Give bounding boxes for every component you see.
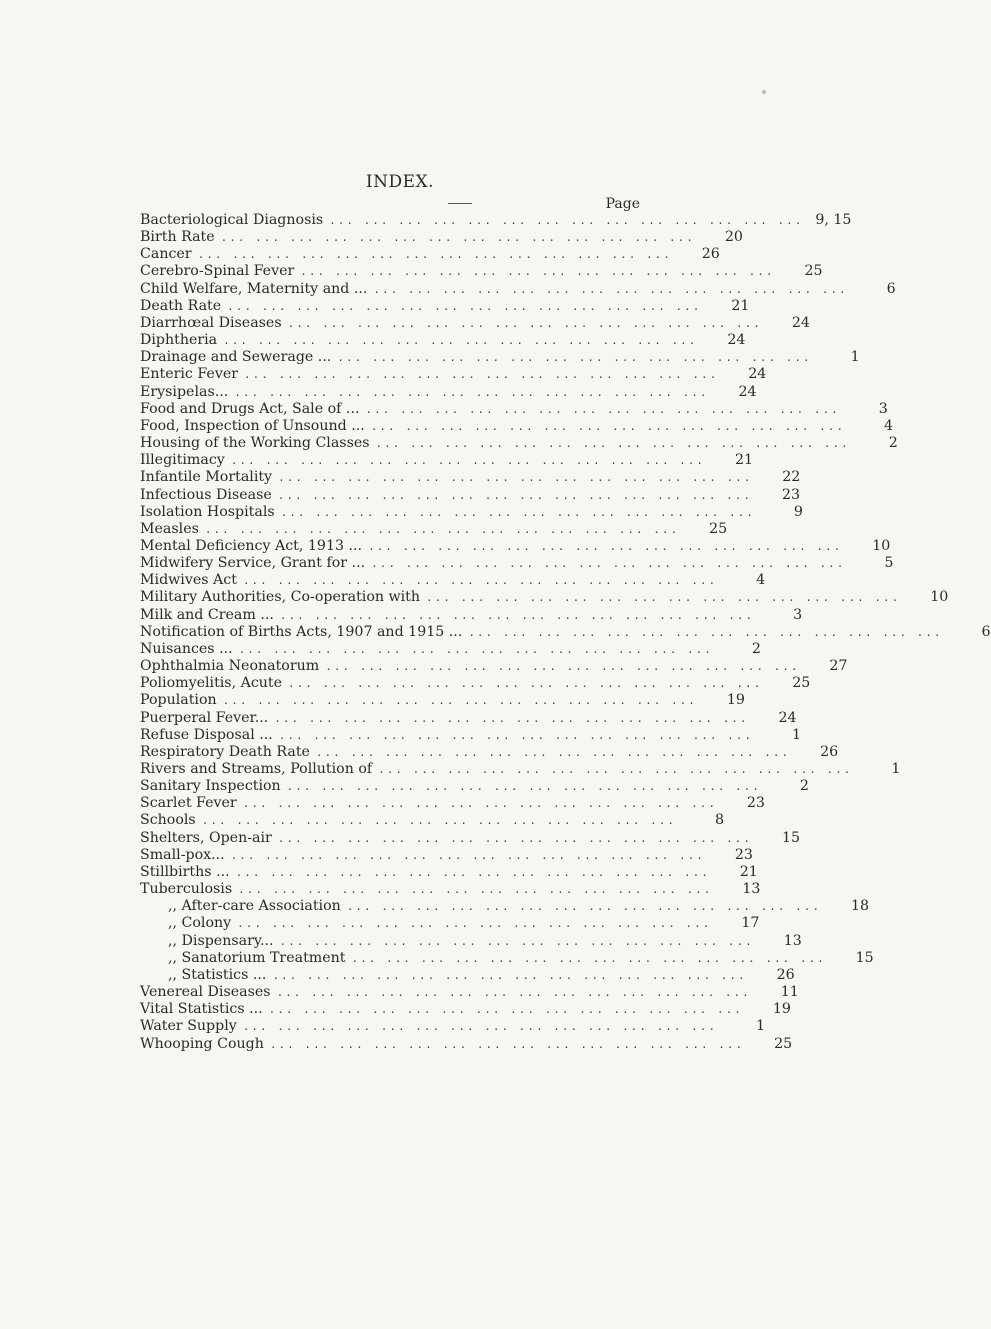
entry-label: Puerperal Fever... [140, 709, 269, 726]
entry-label: ,, Sanatorium Treatment [168, 949, 346, 966]
entry-label: Poliomyelitis, Acute [140, 675, 283, 692]
leader-dots: ... ... ... ... ... ... ... ... ... ... ... ... ... ... [276, 986, 751, 1000]
entry-label: ,, After-care Association [168, 898, 341, 915]
entry-page-number: 13 [742, 881, 761, 898]
leader-dots: ... ... ... ... ... ... ... ... ... ... ... ... ... ... [337, 351, 812, 365]
entry-label: Schools [140, 812, 196, 829]
entry-page-number: 11 [780, 984, 799, 1001]
index-entry [140, 400, 888, 418]
index-entry [140, 761, 901, 778]
index-entry [140, 332, 746, 349]
entry-page-number: 19 [726, 692, 745, 709]
index-entry [140, 658, 848, 675]
entry-label: Death Rate [140, 297, 222, 314]
entry-page-number: 3 [878, 400, 888, 417]
entry-label: Nuisances ... [140, 640, 233, 657]
entry-label: Military Authorities, Co-operation with [140, 589, 421, 606]
index-entry [140, 435, 898, 452]
entry-label: Refuse Disposal ... [140, 726, 273, 743]
entry-label: Isolation Hospitals [140, 503, 275, 520]
index-entry [140, 520, 728, 538]
entry-label: Water Supply [140, 1018, 237, 1035]
entry-page-number: 4 [756, 572, 766, 589]
index-entry [140, 863, 758, 881]
entry-page-number: 15 [781, 829, 801, 846]
index-entry [140, 812, 724, 829]
leader-dots: ... ... ... ... ... ... ... ... ... ... ... ... ... ... [235, 865, 710, 879]
leader-dots: ... ... ... ... ... ... ... ... ... ... ... ... ... ... [238, 883, 713, 897]
index-entry [140, 212, 852, 229]
leader-dots: ... ... ... ... ... ... ... ... ... ... ... ... ... ... [287, 316, 762, 330]
leader-dots: ... ... ... ... ... ... ... ... ... ... ... ... ... ... [278, 471, 753, 485]
leader-dots: ... ... ... ... ... ... ... ... ... ... ... ... ... ... [426, 591, 901, 605]
entry-label: Milk and Cream ... [140, 606, 274, 623]
entry-page-number: 2 [888, 435, 898, 452]
index-entry [140, 675, 811, 692]
entry-label: Midwives Act [140, 572, 237, 589]
index-entry [140, 966, 795, 984]
entry-label: Notification of Births Acts, 1907 and 1915 ... [140, 623, 463, 640]
entry-label: Erysipelas... [140, 383, 229, 400]
index-entry [140, 469, 801, 486]
entry-label: Scarlet Fever [140, 795, 237, 812]
index-entry [140, 417, 893, 435]
index-entry [140, 572, 766, 589]
title-rule [448, 203, 472, 204]
entry-page-number: 1 [792, 726, 802, 743]
entry-label: Venereal Diseases [140, 984, 271, 1001]
leader-dots: ... ... ... ... ... ... ... ... ... ... ... ... ... ... [242, 797, 717, 811]
index-entry [140, 1018, 766, 1035]
entry-page-number: 21 [735, 452, 754, 469]
entry-label: Enteric Fever [140, 366, 239, 383]
entry-page-number: 21 [739, 863, 758, 880]
leader-dots: ... ... ... ... ... ... ... ... ... ... ... ... ... ... [242, 574, 718, 588]
leader-dots: ... ... ... ... ... ... ... ... ... ... ... ... ... ... [277, 831, 753, 845]
leader-dots: ... ... ... ... ... ... ... ... ... ... ... ... ... ... [278, 728, 754, 742]
entry-label: ,, Colony [168, 915, 232, 932]
entry-page-number: 22 [782, 469, 801, 486]
entry-page-number: 15 [855, 949, 874, 966]
entry-label: Infectious Disease [140, 486, 272, 503]
entry-label: ,, Dispensary... [168, 932, 274, 949]
entry-label: Shelters, Open-air [140, 829, 272, 846]
index-entry [140, 297, 750, 315]
leader-dots: ... ... ... ... ... ... ... ... ... ... ... ... ... ... [272, 968, 747, 982]
index-entry [140, 709, 797, 727]
entry-page-number: 8 [714, 812, 724, 829]
leader-dots: ... ... ... ... ... ... ... ... ... ... ... ... ... ... [242, 1020, 718, 1034]
page-column-header: Page [605, 196, 640, 212]
leader-dots: ... ... ... ... ... ... ... ... ... ... ... ... ... ... [288, 677, 763, 691]
entry-label: Vital Statistics ... [140, 1001, 263, 1018]
leader-dots: ... ... ... ... ... ... ... ... ... ... ... ... ... ... [279, 934, 754, 948]
index-entry [140, 589, 949, 606]
leader-dots: ... ... ... ... ... ... ... ... ... ... ... ... ... ... [351, 951, 826, 965]
index-entry [140, 606, 803, 624]
entry-page-number: 25 [774, 1035, 793, 1052]
leader-dots: ... ... ... ... ... ... ... ... ... ... ... ... ... ... [222, 694, 697, 708]
leader-dots: ... ... ... ... ... ... ... ... ... ... ... ... ... ... [204, 522, 680, 536]
leader-dots: ... ... ... ... ... ... ... ... ... ... ... ... ... ... [223, 334, 698, 348]
entry-label: Drainage and Sewerage ... [140, 349, 332, 366]
entry-label: Measles [140, 520, 199, 537]
entry-page-number: 17 [741, 915, 760, 932]
index-entry [140, 229, 743, 246]
entry-page-number: 26 [820, 743, 839, 760]
index-entries [140, 212, 991, 1053]
index-entry [140, 778, 809, 795]
leader-dots: ... ... ... ... ... ... ... ... ... ... ... ... ... ... [280, 505, 755, 519]
entry-label: ,, Statistics ... [168, 966, 267, 983]
index-entry [140, 537, 891, 555]
index-entry [140, 349, 860, 366]
index-entry [140, 881, 761, 898]
entry-label: Whooping Cough [140, 1035, 264, 1052]
entry-page-number: 6 [886, 280, 896, 297]
index-entry [140, 263, 823, 280]
index-entry [140, 795, 765, 812]
index-entry [140, 383, 757, 401]
leader-dots: ... ... ... ... ... ... ... ... ... ... ... ... ... ... [244, 368, 719, 382]
entry-page-number: 3 [793, 606, 803, 623]
leader-dots: ... ... ... ... ... ... ... ... ... ... ... ... ... ... [346, 900, 822, 914]
entry-label: Birth Rate [140, 229, 215, 246]
entry-page-number: 18 [850, 898, 870, 915]
entry-page-number: 19 [772, 1001, 791, 1018]
leader-dots: ... ... ... ... ... ... ... ... ... ... ... ... ... ... [286, 780, 761, 794]
entry-page-number: 9, 15 [815, 212, 852, 228]
entry-label: Bacteriological Diagnosis [140, 212, 324, 228]
index-entry [140, 846, 753, 864]
entry-label: Small-pox... [140, 846, 225, 863]
index-entry [140, 932, 802, 950]
leader-dots: ... ... ... ... ... ... ... ... ... ... ... ... ... ... [237, 917, 712, 931]
index-entry [140, 246, 720, 263]
leader-dots: ... ... ... ... ... ... ... ... ... ... ... ... ... ... [279, 608, 755, 622]
index-entry [140, 486, 801, 504]
index-entry [140, 949, 874, 967]
leader-dots: ... ... ... ... ... ... ... ... ... ... ... ... ... ... [371, 557, 846, 571]
leader-dots: ... ... ... ... ... ... ... ... ... ... ... ... ... ... [220, 231, 695, 245]
leader-dots: ... ... ... ... ... ... ... ... ... ... ... ... ... ... [238, 642, 713, 656]
entry-label: Rivers and Streams, Pollution of [140, 761, 373, 777]
entry-page-number: 25 [792, 675, 811, 692]
entry-page-number: 13 [783, 932, 802, 949]
entry-label: Food and Drugs Act, Sale of ... [140, 400, 360, 417]
entry-page-number: 24 [748, 366, 767, 383]
entry-page-number: 24 [727, 332, 746, 349]
margin-speck [762, 90, 766, 94]
leader-dots: ... ... ... ... ... ... ... ... ... ... ... ... ... ... [300, 265, 775, 279]
entry-label: Tuberculosis [140, 881, 233, 898]
entry-label: Infantile Mortality [140, 469, 273, 486]
entry-page-number: 5 [884, 555, 894, 572]
leader-dots: ... ... ... ... ... ... ... ... ... ... ... ... ... ... [230, 848, 705, 862]
leader-dots: ... ... ... ... ... ... ... ... ... ... ... ... ... ... [370, 419, 845, 433]
entry-page-number: 23 [781, 486, 801, 503]
index-entry [140, 898, 870, 915]
entry-page-number: 1 [850, 349, 860, 366]
index-entry [140, 743, 839, 761]
entry-label: Mental Deficiency Act, 1913 ... [140, 537, 363, 554]
leader-dots: ... ... ... ... ... ... ... ... ... ... ... ... ... ... [368, 539, 843, 553]
leader-dots: ... ... ... ... ... ... ... ... ... ... ... ... ... ... [227, 299, 702, 313]
leader-dots: ... ... ... ... ... ... ... ... ... ... ... ... ... ... [234, 385, 709, 399]
index-entry [140, 1001, 791, 1018]
entry-page-number: 1 [756, 1018, 766, 1035]
entry-page-number: 26 [701, 246, 720, 263]
index-entry [140, 280, 896, 298]
entry-page-number: 26 [776, 966, 795, 983]
index-entry [140, 915, 760, 932]
entry-label: Housing of the Working Classes [140, 435, 370, 452]
entry-page-number: 10 [930, 589, 949, 606]
leader-dots: ... ... ... ... ... ... ... ... ... ... ... ... ... ... [274, 711, 749, 725]
index-entry [140, 692, 745, 709]
leader-dots: ... ... ... ... ... ... ... ... ... ... ... ... ... ... [230, 454, 706, 468]
leader-dots: ... ... ... ... ... ... ... ... ... ... ... ... ... ... [365, 402, 840, 416]
entry-page-number: 25 [709, 520, 728, 537]
index-entry [140, 829, 801, 847]
entry-label: Stillbirths ... [140, 863, 230, 880]
entry-label: Diarrhœal Diseases [140, 314, 282, 331]
index-entry [140, 366, 767, 383]
entry-page-number: 20 [724, 229, 743, 246]
leader-dots: ... ... ... ... ... ... ... ... ... ... ... ... ... ... [201, 814, 676, 828]
page-title: INDEX. [365, 172, 435, 192]
entry-page-number: 25 [804, 263, 823, 280]
entry-label: Cerebro-Spinal Fever [140, 263, 295, 280]
entry-page-number: 27 [829, 658, 848, 675]
leader-dots: ... ... ... ... ... ... ... ... ... ... ... ... ... ... [269, 1037, 745, 1051]
entry-label: Diphtheria [140, 332, 218, 349]
entry-label: Illegitimacy [140, 452, 225, 469]
index-entry [140, 503, 803, 521]
entry-page-number: 24 [791, 314, 810, 331]
index-entry [140, 452, 754, 469]
entry-page-number: 9 [793, 503, 803, 520]
leader-dots: ... ... ... ... ... ... ... ... ... ... ... ... ... ... [197, 248, 672, 262]
leader-dots: ... ... ... ... ... ... ... ... ... ... ... ... ... ... [468, 625, 943, 639]
entry-label: Midwifery Service, Grant for ... [140, 555, 366, 572]
leader-dots: ... ... ... ... ... ... ... ... ... ... ... ... ... ... [373, 282, 848, 296]
entry-label: Cancer [140, 246, 192, 263]
entry-page-number: 24 [778, 709, 797, 726]
entry-page-number: 6 [981, 623, 991, 640]
leader-dots: ... ... ... ... ... ... ... ... ... ... ... ... ... ... [268, 1003, 743, 1017]
leader-dots: ... ... ... ... ... ... ... ... ... ... ... ... ... ... [378, 763, 853, 776]
leader-dots: ... ... ... ... ... ... ... ... ... ... ... ... ... ... [329, 214, 804, 227]
leader-dots: ... ... ... ... ... ... ... ... ... ... ... ... ... ... [325, 660, 800, 674]
entry-page-number: 21 [731, 297, 750, 314]
leader-dots: ... ... ... ... ... ... ... ... ... ... ... ... ... ... [375, 437, 850, 451]
entry-label: Child Welfare, Maternity and ... [140, 280, 368, 297]
entry-page-number: 2 [751, 640, 761, 657]
entry-page-number: 4 [883, 417, 893, 434]
index-entry [140, 314, 810, 332]
entry-page-number: 24 [738, 383, 757, 400]
entry-page-number: 1 [891, 761, 901, 777]
index-entry [140, 726, 802, 744]
index-entry [140, 623, 991, 641]
entry-page-number: 2 [799, 778, 809, 795]
leader-dots: ... ... ... ... ... ... ... ... ... ... ... ... ... ... [277, 488, 753, 502]
entry-page-number: 23 [734, 846, 753, 863]
entry-page-number: 23 [746, 795, 765, 812]
leader-dots: ... ... ... ... ... ... ... ... ... ... ... ... ... ... [315, 745, 791, 759]
index-entry [140, 640, 761, 658]
index-entry [140, 1035, 793, 1053]
entry-page-number: 10 [872, 537, 891, 554]
entry-label: Population [140, 692, 217, 709]
entry-label: Food, Inspection of Unsound ... [140, 417, 365, 434]
index-entry [140, 555, 894, 572]
entry-label: Ophthalmia Neonatorum [140, 658, 320, 675]
entry-label: Respiratory Death Rate [140, 743, 310, 760]
entry-label: Sanitary Inspection [140, 778, 281, 795]
index-entry [140, 984, 799, 1001]
